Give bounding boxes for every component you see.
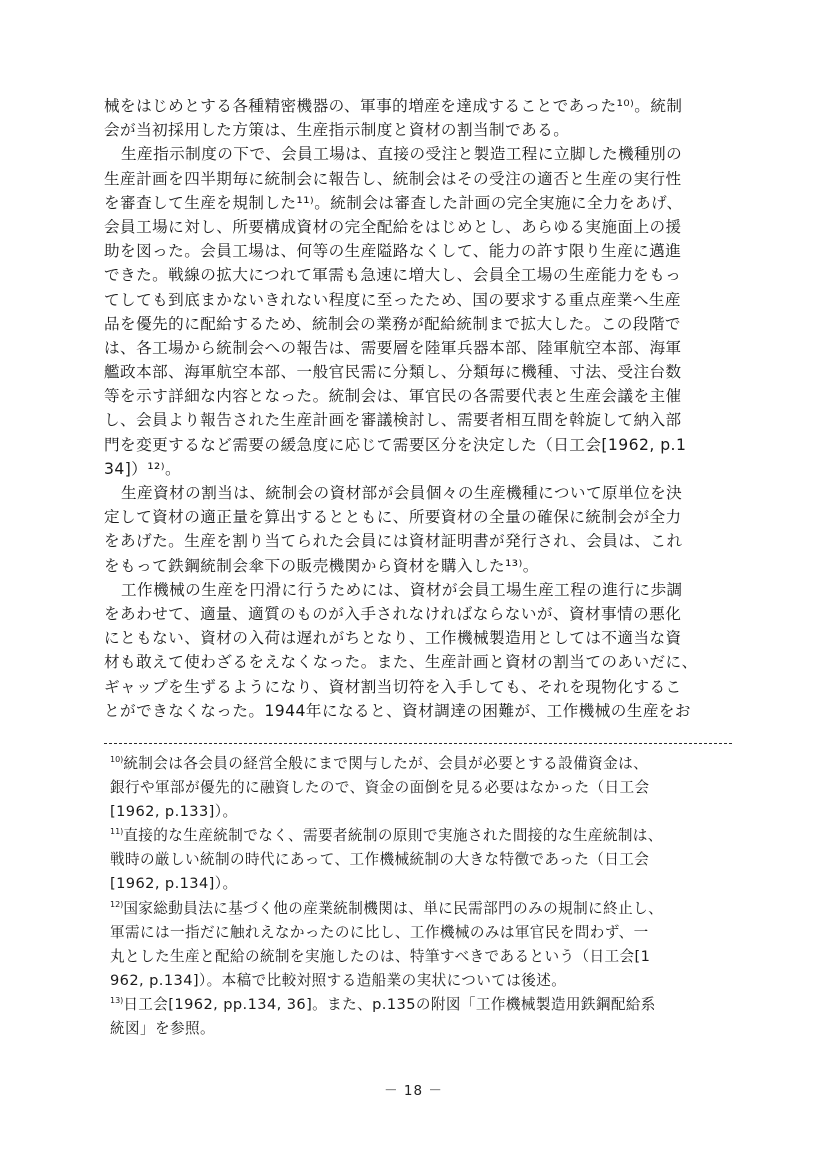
body-line: をあわせて、適量、適質のものが入手されなければならないが、資材事情の悪化 <box>104 604 682 623</box>
footnote-mark: 13) <box>110 996 124 1006</box>
footnote-12 <box>110 897 732 993</box>
footnote-line: 統図」を参照。 <box>110 1020 215 1038</box>
footnote-line <box>110 752 732 776</box>
footnote-11 <box>110 824 732 896</box>
body-line: を審査して生産を規制した¹¹⁾。統制会は審査した計画の完全実施に全力をあげ、 <box>104 193 683 212</box>
body-line: できた。戦線の拡大につれて軍需も急速に増大し、会員全工場の生産能力をもっ <box>104 266 682 285</box>
footnote-text: 日工会[1962, pp.134, 36]。また、p.135の附図「工作機械製造用鉄鋼配給系 <box>123 995 656 1013</box>
body-line: をもって鉄鋼統制会傘下の販売機関から資材を購入した¹³⁾。 <box>104 556 539 575</box>
footnote-text: 国家総動員法に基づく他の産業統制機関は、単に民需部門のみの規制に終止し、 <box>123 899 664 917</box>
footnote-line <box>110 824 732 848</box>
body-line: は、各工場から統制会への報告は、需要層を陸軍兵器本部、陸軍航空本部、海軍 <box>104 338 682 357</box>
body-line: 会が当初採用した方策は、生産指示制度と資材の割当制である。 <box>104 121 570 140</box>
body-line: 械をはじめとする各種精密機器の、軍事的増産を達成することであった¹⁰⁾。統制 <box>104 97 683 115</box>
footnote-mark: 12) <box>110 899 124 909</box>
footnote-divider <box>104 743 732 744</box>
body-line: 定して資材の適正量を算出するとともに、所要資材の全量の確保に統制会が全力 <box>104 508 682 527</box>
footnote-10 <box>110 752 732 824</box>
body-line: 門を変更するなど需要の緩急度に応じて需要区分を決定した（日工会[1962, p.1 <box>104 435 687 454</box>
footnote-line: [1962, p.133]）。 <box>110 803 238 821</box>
body-line: 品を優先的に配給するため、統制会の業務が配給統制まで拡大した。この段階で <box>104 314 681 333</box>
footnote-line: 軍需には一指だに触れえなかったのに比し、工作機械のみは軍官民を問わず、一 <box>110 923 649 941</box>
body-line: 生産指示制度の下で、会員工場は、直接の受注と製造工程に立脚した機種別の <box>121 145 683 164</box>
footnote-mark: 10) <box>110 755 124 765</box>
body-line: をあげた。生産を割り当てられた会員には資材証明書が発行され、会員は、これ <box>104 532 683 551</box>
footnote-line <box>110 993 732 1017</box>
footnotes <box>110 752 732 1041</box>
body-line: 工作機械の生産を円滑に行うためには、資材が会員工場生産工程の進行に歩調 <box>121 580 683 599</box>
body-line: てしても到底まかないきれない程度に至ったため、国の要求する重点産業へ生産 <box>104 290 681 309</box>
body-line: 等を示す詳細な内容となった。統制会は、軍官民の各需要代表と生産会議を主催 <box>104 387 682 406</box>
footnote-text: 統制会は各会員の経営全般にまで関与したが、会員が必要とする設備資金は、 <box>123 755 649 772</box>
body-line: し、会員より報告された生産計画を審議検討し、需要者相互間を斡旋して納入部 <box>104 411 682 430</box>
body-line: ギャップを生ずるようになり、資材割当切符を入手しても、それを現物化するこ <box>104 677 682 696</box>
footnote-line: [1962, p.134]）。 <box>110 875 238 893</box>
body-line: にともない、資材の入荷は遅れがちとなり、工作機械製造用としては不適当な資 <box>104 629 682 648</box>
body-line: 34]）¹²⁾。 <box>104 459 182 478</box>
body-line: 生産計画を四半期毎に統制会に報告し、統制会はその受注の適否と生産の実行性 <box>104 169 682 188</box>
body-line: 艦政本部、海軍航空本部、一般官民需に分類し、分類毎に機種、寸法、受注台数 <box>104 363 682 382</box>
footnote-line: 銀行や軍部が優先的に融資したので、資金の面倒を見る必要はなかった（日工会 <box>110 779 650 797</box>
body-line: 助を図った。会員工場は、何等の生産隘路なくして、能力の許す限り生産に邁進 <box>104 242 682 261</box>
footnote-text: 直接的な生産統制でなく、需要者統制の原則で実施された間接的な生産統制は、 <box>123 827 663 845</box>
body-line: 材も敢えて使わざるをえなくなった。また、生産計画と資材の割当てのあいだに、 <box>104 653 698 672</box>
body-line: 生産資材の割当は、統制会の資材部が会員個々の生産機種について原単位を決 <box>121 484 683 502</box>
page-number: － 18 － <box>384 1083 443 1099</box>
body-line: 会員工場に対し、所要構成資材の完全配給をはじめとし、あらゆる実施面上の援 <box>104 217 682 236</box>
body-line: とができなくなった。1944年になると、資材調達の困難が、工作機械の生産をお <box>104 701 691 720</box>
footnote-line: 丸とした生産と配給の統制を実施したのは、特筆すべきであるという（日工会[1 <box>110 947 651 965</box>
footnote-line: 962, p.134]）。本稿で比較対照する造船業の実状については後述。 <box>110 971 567 989</box>
footnote-line: 戦時の厳しい統制の時代にあって、工作機械統制の大きな特徴であった（日工会 <box>110 851 650 869</box>
footnote-13 <box>110 993 732 1041</box>
body-text <box>104 94 730 723</box>
footnote-line <box>110 897 732 921</box>
footnote-mark: 11) <box>110 827 124 837</box>
